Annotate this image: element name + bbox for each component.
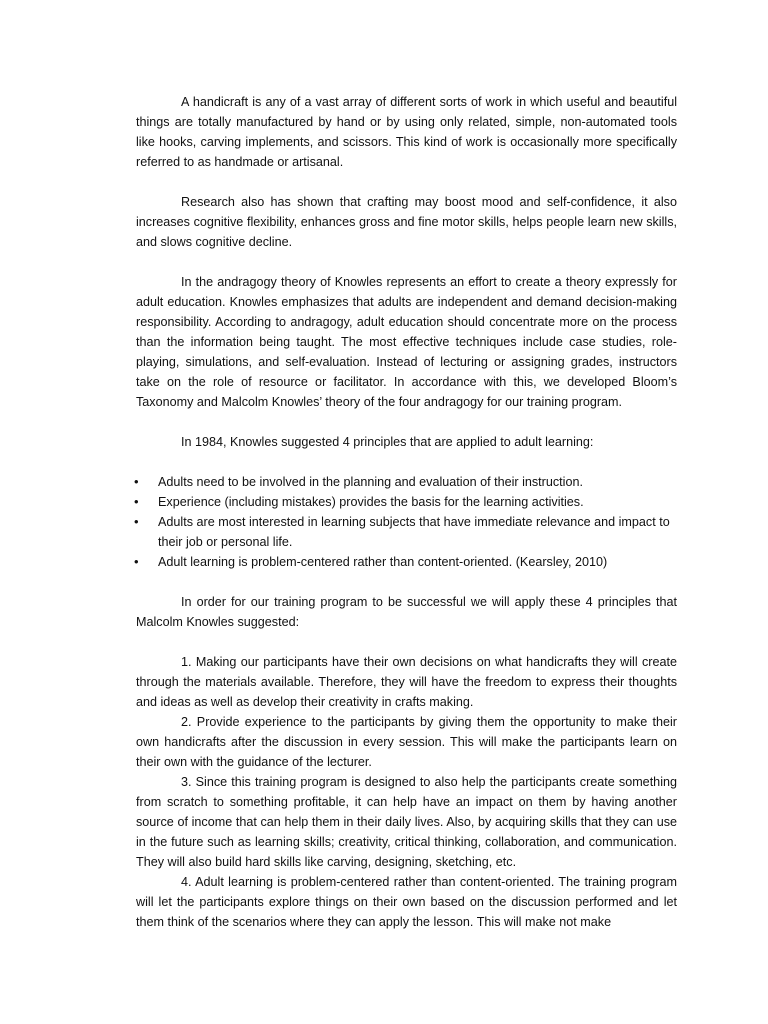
bullet-icon: • [134,474,139,489]
principles-bullet-list [136,472,677,572]
bullet-item [136,492,677,512]
paragraph-principles-intro: In 1984, Knowles suggested 4 principles that are applied to adult learning: [181,435,594,449]
paragraph-gap [136,572,677,592]
numbered-item-4: 4. Adult learning is problem-centered rather than content-oriented. The training program will let the participants explore things on their own based on the discussion performed and let them think of the scenarios where they can apply the lesson. This will make not make [136,875,677,929]
paragraph-apply-principles: In order for our training program to be successful we will apply these 4 principles that Malcolm Knowles suggested: [136,595,677,629]
bullet-icon: • [134,554,139,569]
bullet-item [136,512,677,552]
bullet-item [136,552,677,572]
paragraph-gap [136,252,677,272]
paragraph-crafting-benefits: Research also has shown that crafting may boost mood and self-confidence, it also increases cognitive flexibility, enhances gross and fine motor skills, helps people learn new skills, and slows cognitive decline. [136,195,677,249]
numbered-item-3: 3. Since this training program is designed to also help the participants create something from scratch to something profitable, it can help have an impact on them by having another source of income that can help them in their daily lives. Also, by acquiring skills that they can use in the future such as learning skills; creativity, critical thinking, collaboration, and communication. They will also build hard skills like carving, designing, sketching, etc. [136,775,677,869]
paragraph-gap [136,172,677,192]
bullet-text: Adults are most interested in learning subjects that have immediate relevance and impact to their job or personal life. [158,515,670,549]
paragraph-andragogy-theory: In the andragogy theory of Knowles represents an effort to create a theory expressly for adult education. Knowles emphasizes that adults are independent and demand decision-making responsibility. According to andragogy, adult education should concentrate more on the process than the information being taught. The most effective techniques include case studies, role-playing, simulations, and self-evaluation. Instead of lecturing or assigning grades, instructors take on the role of resource or facilitator. In accordance with this, we developed Bloom’s Taxonomy and Malcolm Knowles’ theory of the four andragogy for our training program. [136,275,677,409]
paragraph-gap [136,452,677,472]
paragraph-handicraft-definition: A handicraft is any of a vast array of different sorts of work in which useful and beautiful things are totally manufactured by hand or by using only related, simple, non-automated tools like hooks, carving implements, and scissors. This kind of work is occasionally more specifically referred to as handmade or artisanal. [136,95,677,169]
bullet-text: Adult learning is problem-centered rather than content-oriented. (Kearsley, 2010) [158,555,608,569]
bullet-icon: • [134,514,139,529]
document-body [136,92,677,932]
paragraph-gap [136,632,677,652]
numbered-item-1: 1. Making our participants have their own decisions on what handicrafts they will create through the materials available. Therefore, they will have the freedom to express their thoughts and ideas as well as develop their creativity in crafts making. [136,655,677,709]
bullet-text: Experience (including mistakes) provides the basis for the learning activities. [158,495,584,509]
bullet-text: Adults need to be involved in the planning and evaluation of their instruction. [158,475,583,489]
paragraph-gap [136,412,677,432]
bullet-item [136,472,677,492]
bullet-icon: • [134,494,139,509]
numbered-item-2: 2. Provide experience to the participants by giving them the opportunity to make their own handicrafts after the discussion in every session. This will make the participants learn on their own with the guidance of the lecturer. [136,715,677,769]
